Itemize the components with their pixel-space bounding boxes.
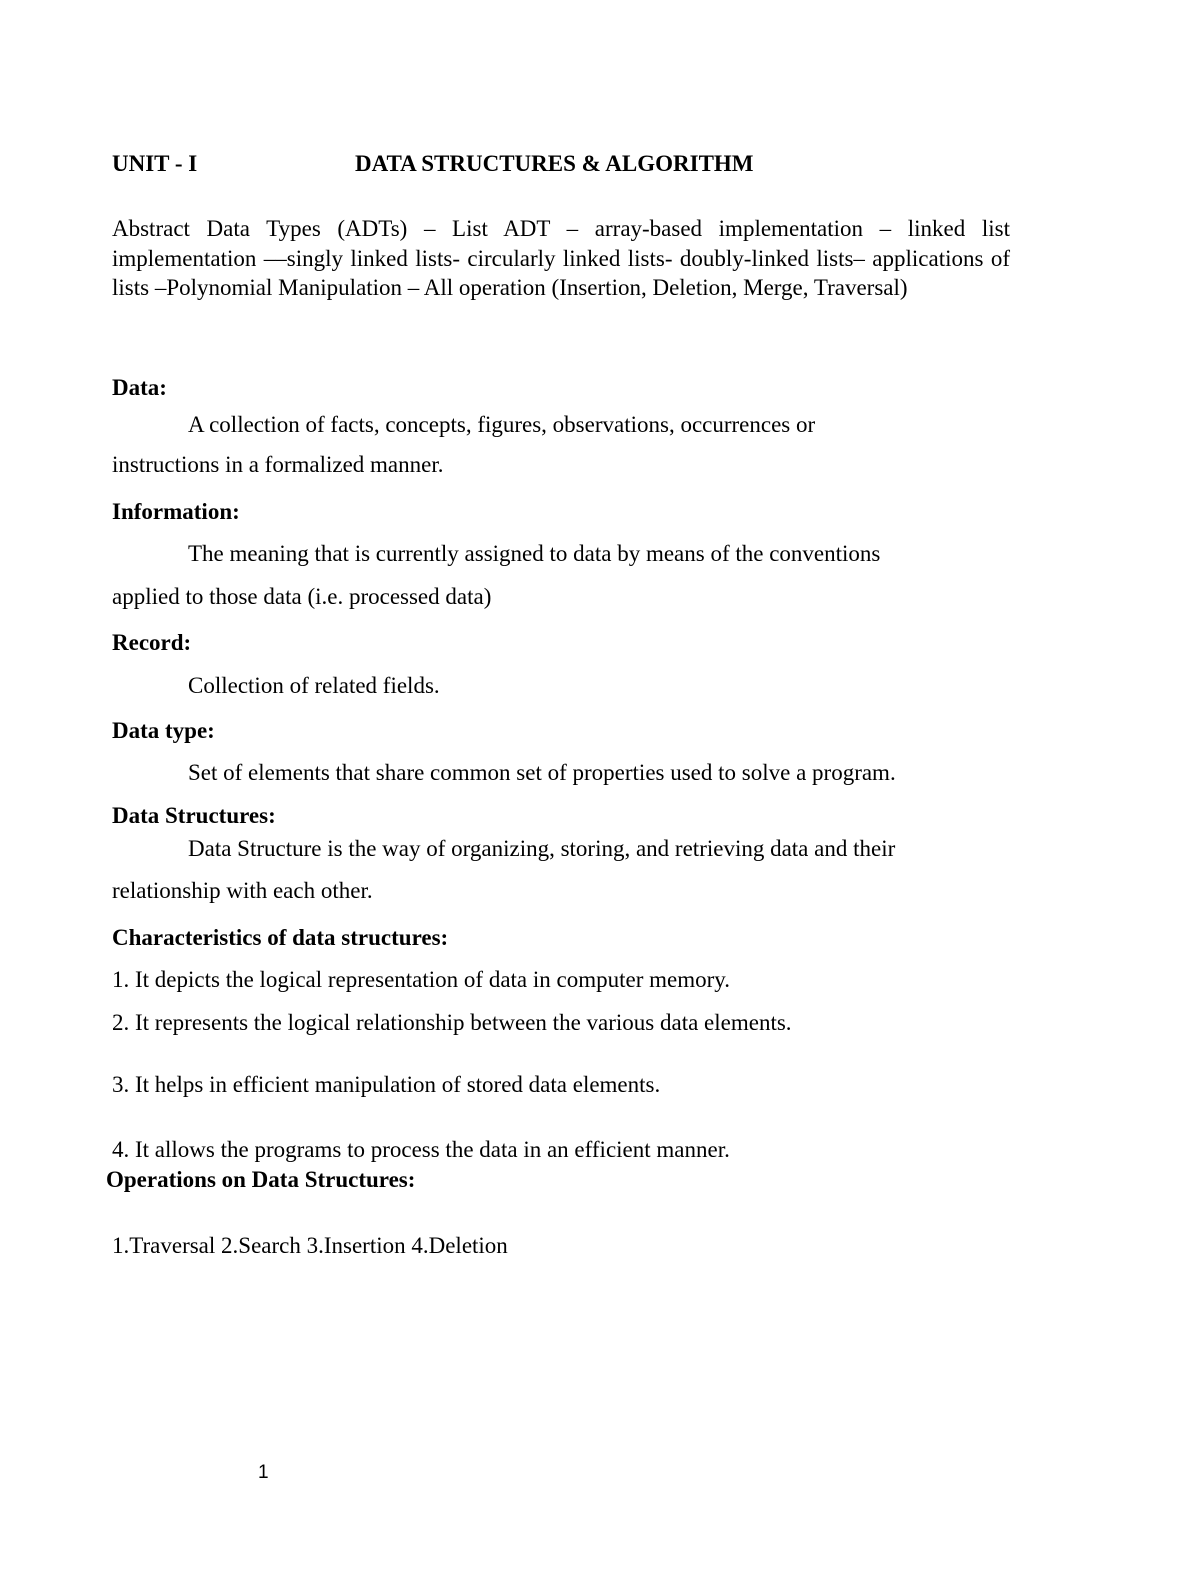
characteristic-item-2: 2. It represents the logical relationship between the various data elements.: [112, 1010, 792, 1035]
heading-data: Data:: [112, 375, 167, 400]
heading-record: Record:: [112, 630, 192, 655]
operations-list: 1.Traversal 2.Search 3.Insertion 4.Deletion: [112, 1233, 508, 1258]
document-title: DATA STRUCTURES & ALGORITHM: [355, 151, 754, 176]
characteristic-item-3: 3. It helps in efficient manipulation of stored data elements.: [112, 1072, 661, 1097]
heading-data-type: Data type:: [112, 718, 215, 743]
data-structures-definition-line-2: relationship with each other.: [112, 878, 373, 903]
syllabus-paragraph: Abstract Data Types (ADTs) – List ADT – array-based implementation – linked list implementation ––singly linked lists- circularly linked lists- doubly-linked lists– applications of lists –Polynomial Manipulation – All operation (Insertion, Deletion, Merge, Traversal): [112, 216, 1010, 300]
record-definition: Collection of related fields.: [188, 673, 440, 698]
heading-data-structures: Data Structures:: [112, 803, 276, 828]
data-definition-line-2: instructions in a formalized manner.: [112, 452, 444, 477]
characteristic-item-4: 4. It allows the programs to process the data in an efficient manner.: [112, 1137, 730, 1162]
data-type-definition: Set of elements that share common set of properties used to solve a program.: [188, 760, 896, 785]
heading-characteristics: Characteristics of data structures:: [112, 925, 449, 950]
information-definition-line-1: The meaning that is currently assigned to data by means of the conventions: [188, 541, 881, 566]
unit-label: UNIT - I: [112, 151, 198, 176]
information-definition-line-2: applied to those data (i.e. processed data): [112, 584, 492, 609]
heading-operations: Operations on Data Structures:: [106, 1167, 416, 1192]
data-structures-definition-line-1: Data Structure is the way of organizing, storing, and retrieving data and their: [188, 836, 896, 861]
page-number: 1: [258, 1462, 269, 1483]
heading-information: Information:: [112, 499, 240, 524]
data-definition-line-1: A collection of facts, concepts, figures, observations, occurrences or: [188, 412, 816, 437]
characteristic-item-1: 1. It depicts the logical representation of data in computer memory.: [112, 967, 731, 992]
